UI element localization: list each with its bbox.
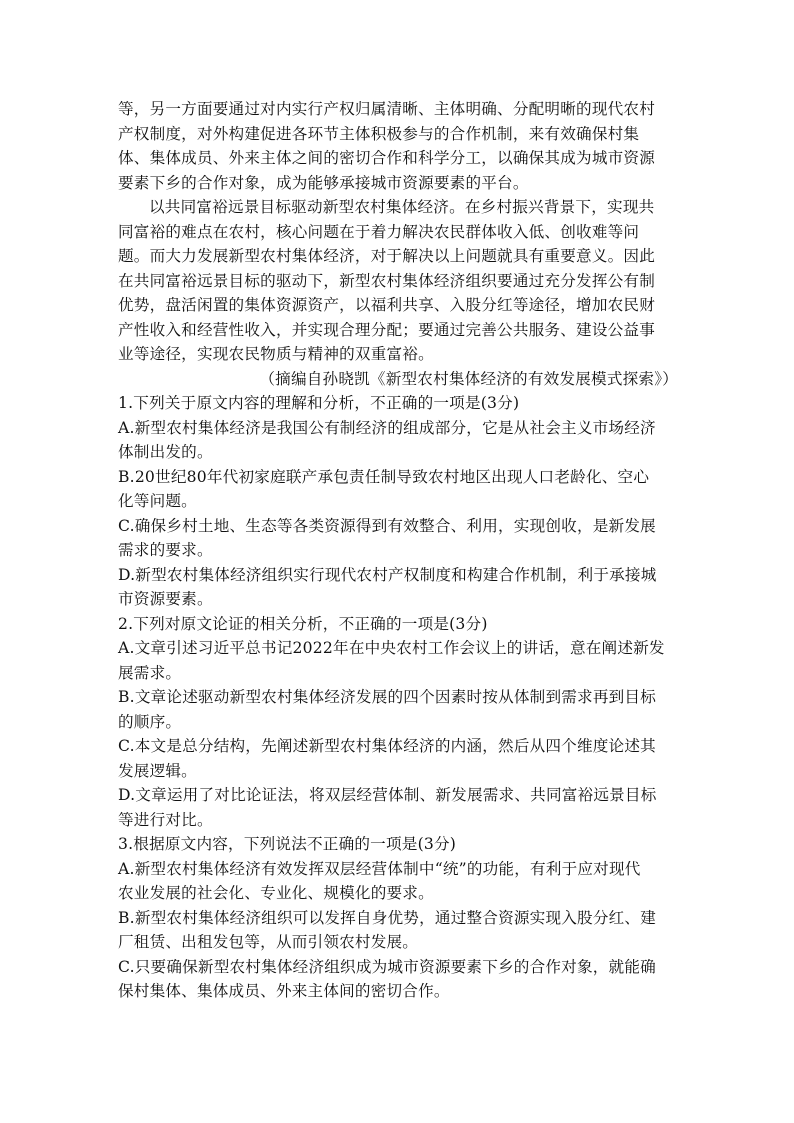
question-2 (118, 612, 678, 833)
option-line: A.文章引述习近平总书记2022年在中央农村工作会议上的讲话，意在阐述新发 (118, 639, 665, 657)
option-a (118, 636, 678, 685)
text-line: 题。而大力发展新型农村集体经济，对于解决以上问题就具有重要意义。因此 (118, 247, 655, 265)
option-d (118, 783, 678, 832)
option-d (118, 563, 678, 612)
text-line: 产权制度，对外构建促进各环节主体积极参与的合作机制，来有效确保村集 (118, 124, 640, 143)
option-line: B.文章论述驱动新型农村集体经济发展的四个因素时按从体制到需求再到目标 (118, 688, 657, 706)
option-line: C.确保乡村土地、生态等各类资源得到有效整合、利用，实现创收，是新发展 (118, 516, 656, 535)
question-1 (118, 391, 678, 612)
option-b (118, 685, 678, 734)
option-line: A.新型农村集体经济是我国公有制经济的组成部分，它是从社会主义市场经济 (118, 418, 656, 437)
option-line: D.文章运用了对比论证法，将双层经营体制、新发展需求、共同富裕远景目标 (118, 786, 657, 804)
option-a (118, 857, 678, 906)
text-line: 要素下乡的合作对象，成为能够承接城市资源要素的平台。 (118, 173, 529, 192)
question-stem: 1.下列关于原文内容的理解和分析，不正确的一项是(3分) (118, 394, 520, 412)
option-line: A.新型农村集体经济有效发挥双层经营体制中“统”的功能，有利于应对现代 (118, 859, 641, 878)
option-line: 保村集体、集体成员、外来主体间的密切合作。 (118, 982, 450, 1000)
text-line: 产性收入和经营性收入，并实现合理分配；要通过完善公共服务、建设公益事 (118, 320, 655, 339)
text-line: 优势，盘活闲置的集体资源资产，以福利共享、入股分红等途径，增加农民财 (118, 296, 655, 314)
option-line: 展需求。 (118, 663, 182, 682)
option-line: 的顺序。 (118, 712, 182, 731)
question-3 (118, 832, 678, 1004)
option-line: 需求的要求。 (118, 541, 213, 559)
option-line: 等进行对比。 (118, 810, 213, 829)
option-line: 厂租赁、出租发包等，从而引领农村发展。 (118, 933, 419, 951)
option-a (118, 416, 678, 465)
option-c (118, 514, 678, 563)
passage-paragraph-1 (118, 97, 678, 195)
option-c (118, 734, 678, 783)
option-c (118, 955, 678, 1004)
option-line: 化等问题。 (118, 492, 197, 510)
option-line: C.只要确保新型农村集体经济组织成为城市资源要素下乡的合作对象，就能确 (118, 957, 656, 976)
option-line: B.新型农村集体经济组织可以发挥自身优势，通过整合资源实现入股分红、建 (118, 908, 657, 927)
document-page (118, 97, 678, 1004)
text-line: 同富裕的难点在农村，核心问题在于着力解决农民群体收入低、创收难等问 (118, 222, 640, 241)
option-line: 发展逻辑。 (118, 761, 197, 780)
option-line: D.新型农村集体经济组织实行现代农村产权制度和构建合作机制，利于承接城 (118, 565, 657, 584)
text-line: 以共同富裕远景目标驱动新型农村集体经济。在乡村振兴背景下，实现共 (149, 198, 655, 216)
question-stem: 2.下列对原文论证的相关分析，不正确的一项是(3分) (118, 614, 488, 633)
option-line: 农业发展的社会化、专业化、规模化的要求。 (118, 884, 434, 902)
question-stem: 3.根据原文内容，下列说法不正确的一项是(3分) (118, 835, 457, 853)
option-line: B.20世纪80年代初家庭联产承包责任制导致农村地区出现人口老龄化、空心 (118, 467, 650, 486)
text-line: 业等途径，实现农民物质与精神的双重富裕。 (118, 345, 434, 363)
text-line: 等，另一方面要通过对内实行产权归属清晰、主体明确、分配明晰的现代农村 (118, 100, 655, 118)
option-b (118, 465, 678, 514)
source-citation: （摘编自孙晓凯《新型农村集体经济的有效发展模式探索》） (259, 369, 678, 388)
option-line: C.本文是总分结构，先阐述新型农村集体经济的内涵，然后从四个维度论述其 (118, 737, 656, 755)
option-b (118, 906, 678, 955)
option-line: 市资源要素。 (118, 590, 213, 608)
text-line: 在共同富裕远景目标的驱动下，新型农村集体经济组织要通过充分发挥公有制 (118, 271, 655, 290)
text-line: 体、集体成员、外来主体之间的密切合作和科学分工，以确保其成为城市资源 (118, 149, 655, 167)
option-line: 体制出发的。 (118, 443, 213, 461)
passage-paragraph-2 (118, 195, 678, 367)
